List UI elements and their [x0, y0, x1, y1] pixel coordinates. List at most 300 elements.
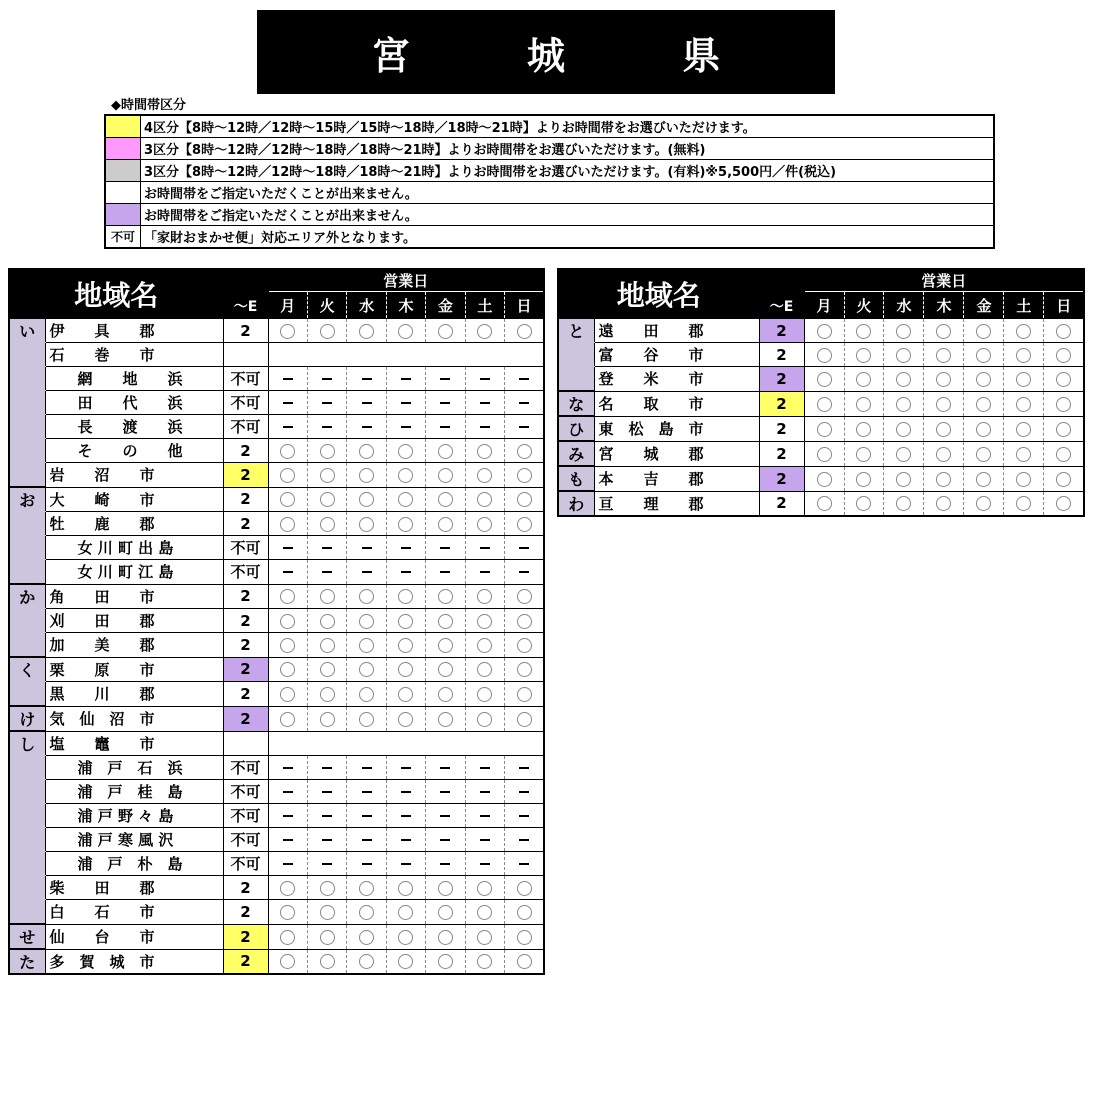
day-available [268, 633, 307, 658]
time-slot-value: 2 [223, 463, 268, 488]
legend-swatch [105, 138, 141, 160]
empty-days [268, 343, 544, 367]
day-available [307, 949, 346, 974]
day-unavailable [268, 415, 307, 439]
day-available [268, 682, 307, 707]
available-circle-icon [896, 372, 911, 387]
available-circle-icon [856, 447, 871, 462]
unavailable-dash-icon [322, 378, 332, 380]
available-circle-icon [359, 589, 374, 604]
unavailable-dash-icon [519, 863, 529, 865]
day-available [505, 439, 544, 463]
area-name: 多 賀 城 市 [45, 949, 223, 974]
day-unavailable [505, 756, 544, 780]
available-circle-icon [438, 930, 453, 945]
business-days-header: 営業日 [268, 269, 544, 292]
time-slot-value: 2 [223, 609, 268, 633]
day-available [924, 441, 964, 466]
day-unavailable [386, 367, 425, 391]
day-unavailable [347, 415, 386, 439]
available-circle-icon [896, 397, 911, 412]
unavailable-dash-icon [322, 791, 332, 793]
area-row [9, 609, 544, 633]
area-row [558, 416, 1084, 441]
day-available [1004, 491, 1044, 516]
day-available [1004, 441, 1044, 466]
unavailable-dash-icon [440, 571, 450, 573]
day-header: 水 [347, 292, 386, 319]
day-available [386, 319, 425, 343]
day-unavailable [347, 367, 386, 391]
available-circle-icon [477, 589, 492, 604]
day-available [924, 343, 964, 367]
day-available [386, 512, 425, 536]
area-name: 女 川 町 出 島 [45, 536, 223, 560]
day-unavailable [347, 828, 386, 852]
kana-index: く [9, 657, 45, 682]
day-unavailable [505, 536, 544, 560]
kana-index [9, 756, 45, 780]
area-row [558, 319, 1084, 343]
day-available [884, 319, 924, 343]
unavailable-dash-icon [519, 815, 529, 817]
area-row [558, 466, 1084, 491]
available-circle-icon [896, 447, 911, 462]
available-circle-icon [936, 496, 951, 511]
col-e-header: ～E [759, 269, 804, 319]
unavailable-dash-icon [283, 402, 293, 404]
time-slot-value: 2 [223, 633, 268, 658]
day-available [964, 416, 1004, 441]
available-circle-icon [856, 372, 871, 387]
day-unavailable [386, 780, 425, 804]
available-circle-icon [359, 905, 374, 920]
time-slot-value: 不可 [223, 780, 268, 804]
legend-row [105, 204, 994, 226]
available-circle-icon [359, 954, 374, 969]
day-available [347, 949, 386, 974]
day-available [426, 439, 465, 463]
time-slot-value: 2 [223, 584, 268, 609]
unavailable-dash-icon [519, 426, 529, 428]
day-available [1044, 343, 1084, 367]
day-unavailable [426, 391, 465, 415]
day-available [505, 657, 544, 682]
area-name: 亘 理 郡 [594, 491, 759, 516]
day-available [386, 463, 425, 488]
day-unavailable [347, 560, 386, 585]
day-unavailable [347, 780, 386, 804]
day-available [1004, 466, 1044, 491]
unavailable-dash-icon [519, 791, 529, 793]
available-circle-icon [477, 492, 492, 507]
day-unavailable [268, 536, 307, 560]
available-circle-icon [398, 662, 413, 677]
day-unavailable [426, 804, 465, 828]
available-circle-icon [438, 881, 453, 896]
day-available [347, 487, 386, 512]
day-available [307, 924, 346, 949]
day-available [426, 633, 465, 658]
day-available [268, 463, 307, 488]
kana-index: か [9, 584, 45, 609]
unavailable-dash-icon [440, 839, 450, 841]
day-available [347, 657, 386, 682]
area-row [9, 463, 544, 488]
day-available [347, 682, 386, 707]
time-slot-value: 不可 [223, 415, 268, 439]
day-unavailable [505, 415, 544, 439]
available-circle-icon [398, 712, 413, 727]
kana-index: わ [558, 491, 594, 516]
day-unavailable [347, 852, 386, 876]
area-row [9, 804, 544, 828]
kana-index [9, 463, 45, 488]
day-available [505, 463, 544, 488]
available-circle-icon [1056, 348, 1071, 363]
available-circle-icon [280, 881, 295, 896]
available-circle-icon [320, 712, 335, 727]
day-available [1004, 319, 1044, 343]
available-circle-icon [320, 881, 335, 896]
day-available [964, 466, 1004, 491]
unavailable-dash-icon [283, 791, 293, 793]
day-available [505, 633, 544, 658]
day-available [964, 391, 1004, 416]
day-available [307, 633, 346, 658]
kana-index [9, 512, 45, 536]
unavailable-dash-icon [401, 815, 411, 817]
day-available [804, 441, 844, 466]
available-circle-icon [477, 930, 492, 945]
available-circle-icon [517, 444, 532, 459]
kana-index [9, 804, 45, 828]
day-available [924, 491, 964, 516]
available-circle-icon [280, 905, 295, 920]
day-available [268, 487, 307, 512]
available-circle-icon [817, 324, 832, 339]
legend-text: お時間帯をご指定いただくことが出来ません。 [141, 182, 995, 204]
available-circle-icon [320, 614, 335, 629]
day-available [426, 609, 465, 633]
time-slot-value: 2 [759, 367, 804, 392]
area-row [9, 536, 544, 560]
day-available [964, 491, 1004, 516]
day-available [426, 319, 465, 343]
day-available [347, 439, 386, 463]
legend-swatch [105, 115, 141, 138]
day-available [465, 682, 504, 707]
day-available [465, 609, 504, 633]
unavailable-dash-icon [401, 767, 411, 769]
area-name: 浦 戸 野 々 島 [45, 804, 223, 828]
available-circle-icon [936, 397, 951, 412]
legend-text: 「家財おまかせ便」対応エリア外となります。 [141, 226, 995, 249]
time-slot-value: 2 [223, 487, 268, 512]
unavailable-dash-icon [401, 378, 411, 380]
day-available [426, 487, 465, 512]
day-available [505, 609, 544, 633]
day-available [268, 949, 307, 974]
available-circle-icon [517, 517, 532, 532]
day-available [307, 584, 346, 609]
day-available [268, 609, 307, 633]
available-circle-icon [359, 517, 374, 532]
available-circle-icon [359, 614, 374, 629]
available-circle-icon [398, 905, 413, 920]
day-available [804, 319, 844, 343]
day-unavailable [386, 391, 425, 415]
unavailable-dash-icon [283, 547, 293, 549]
time-slot-value: 2 [759, 491, 804, 516]
day-available [884, 466, 924, 491]
day-available [844, 441, 884, 466]
day-available [804, 416, 844, 441]
day-available [268, 439, 307, 463]
kana-index: け [9, 706, 45, 731]
unavailable-dash-icon [362, 426, 372, 428]
day-available [426, 706, 465, 731]
area-name: 岩 沼 市 [45, 463, 223, 488]
area-row [9, 584, 544, 609]
day-unavailable [307, 780, 346, 804]
day-available [844, 367, 884, 392]
available-circle-icon [1056, 447, 1071, 462]
unavailable-dash-icon [480, 791, 490, 793]
kana-index [9, 391, 45, 415]
available-circle-icon [438, 517, 453, 532]
available-circle-icon [280, 930, 295, 945]
available-circle-icon [856, 472, 871, 487]
empty-days [268, 731, 544, 756]
unavailable-dash-icon [362, 791, 372, 793]
area-name: 仙 台 市 [45, 924, 223, 949]
day-unavailable [386, 415, 425, 439]
available-circle-icon [817, 348, 832, 363]
kana-index [9, 876, 45, 900]
legend-swatch [105, 182, 141, 204]
available-circle-icon [856, 348, 871, 363]
time-slot-value: 不可 [223, 560, 268, 585]
available-circle-icon [1056, 372, 1071, 387]
day-unavailable [505, 560, 544, 585]
available-circle-icon [1016, 372, 1031, 387]
day-available [386, 657, 425, 682]
available-circle-icon [477, 444, 492, 459]
area-name: 大 崎 市 [45, 487, 223, 512]
kana-index: た [9, 949, 45, 974]
area-row [9, 876, 544, 900]
day-available [426, 924, 465, 949]
day-available [804, 343, 844, 367]
day-available [1044, 416, 1084, 441]
available-circle-icon [1056, 422, 1071, 437]
day-available [307, 319, 346, 343]
available-circle-icon [398, 492, 413, 507]
day-header: 日 [505, 292, 544, 319]
kana-index [9, 343, 45, 367]
day-available [386, 584, 425, 609]
area-name: 加 美 郡 [45, 633, 223, 658]
available-circle-icon [896, 472, 911, 487]
area-row [9, 367, 544, 391]
available-circle-icon [320, 324, 335, 339]
available-circle-icon [280, 687, 295, 702]
kana-index: と [558, 319, 594, 343]
day-unavailable [465, 560, 504, 585]
day-available [505, 584, 544, 609]
available-circle-icon [359, 468, 374, 483]
area-name: 浦 戸 寒 風 沢 [45, 828, 223, 852]
unavailable-dash-icon [480, 815, 490, 817]
available-circle-icon [517, 954, 532, 969]
day-available [307, 609, 346, 633]
day-available [426, 876, 465, 900]
day-unavailable [386, 804, 425, 828]
unavailable-dash-icon [283, 839, 293, 841]
day-available [844, 491, 884, 516]
unavailable-dash-icon [322, 863, 332, 865]
day-available [884, 491, 924, 516]
day-available [268, 512, 307, 536]
unavailable-dash-icon [362, 402, 372, 404]
time-slot-value: 2 [759, 343, 804, 367]
day-available [347, 900, 386, 925]
available-circle-icon [438, 589, 453, 604]
unavailable-dash-icon [362, 839, 372, 841]
area-name: 田 代 浜 [45, 391, 223, 415]
unavailable-dash-icon [401, 426, 411, 428]
day-available [347, 512, 386, 536]
day-available [964, 367, 1004, 392]
day-unavailable [386, 852, 425, 876]
unavailable-dash-icon [401, 791, 411, 793]
unavailable-dash-icon [480, 402, 490, 404]
unavailable-dash-icon [519, 547, 529, 549]
day-unavailable [386, 828, 425, 852]
day-unavailable [268, 756, 307, 780]
available-circle-icon [438, 492, 453, 507]
day-available [386, 439, 425, 463]
time-slot-value [223, 731, 268, 756]
day-available [386, 924, 425, 949]
available-circle-icon [398, 468, 413, 483]
day-available [505, 319, 544, 343]
day-available [307, 682, 346, 707]
time-slot-legend [104, 114, 995, 249]
kana-index [558, 367, 594, 392]
area-name: 刈 田 郡 [45, 609, 223, 633]
day-available [268, 319, 307, 343]
day-available [347, 876, 386, 900]
unavailable-dash-icon [322, 815, 332, 817]
available-circle-icon [936, 472, 951, 487]
available-circle-icon [280, 712, 295, 727]
area-name: 塩 竈 市 [45, 731, 223, 756]
day-available [347, 463, 386, 488]
area-name: 白 石 市 [45, 900, 223, 925]
available-circle-icon [1016, 348, 1031, 363]
unavailable-dash-icon [519, 839, 529, 841]
legend-row [105, 138, 994, 160]
time-slot-value: 不可 [223, 367, 268, 391]
available-circle-icon [280, 638, 295, 653]
time-slot-value: 不可 [223, 828, 268, 852]
available-circle-icon [438, 905, 453, 920]
available-circle-icon [359, 712, 374, 727]
kana-index: ひ [558, 416, 594, 441]
day-available [1004, 343, 1044, 367]
available-circle-icon [517, 881, 532, 896]
day-unavailable [465, 828, 504, 852]
available-circle-icon [320, 468, 335, 483]
available-circle-icon [517, 589, 532, 604]
available-circle-icon [517, 492, 532, 507]
legend-row [105, 115, 994, 138]
available-circle-icon [477, 324, 492, 339]
available-circle-icon [517, 712, 532, 727]
day-unavailable [426, 780, 465, 804]
unavailable-dash-icon [362, 815, 372, 817]
prefecture-title: 宮 城 県 [257, 10, 835, 94]
day-available [505, 876, 544, 900]
day-available [268, 657, 307, 682]
day-available [924, 367, 964, 392]
region-header: 地域名 [558, 269, 759, 319]
available-circle-icon [936, 422, 951, 437]
kana-index [9, 780, 45, 804]
time-slot-value: 2 [223, 949, 268, 974]
kana-index [9, 367, 45, 391]
day-available [347, 584, 386, 609]
unavailable-dash-icon [283, 767, 293, 769]
area-table-left [8, 268, 545, 975]
day-available [1044, 491, 1084, 516]
area-row [9, 731, 544, 756]
time-slot-value: 不可 [223, 756, 268, 780]
time-slot-value: 2 [223, 900, 268, 925]
time-slot-value: 2 [223, 512, 268, 536]
day-available [1044, 466, 1084, 491]
day-available [1044, 441, 1084, 466]
day-unavailable [426, 756, 465, 780]
day-unavailable [307, 756, 346, 780]
day-available [884, 367, 924, 392]
area-name: 伊 具 郡 [45, 319, 223, 343]
kana-index [9, 900, 45, 925]
area-row [9, 924, 544, 949]
day-available [884, 391, 924, 416]
available-circle-icon [398, 954, 413, 969]
day-available [268, 876, 307, 900]
unavailable-dash-icon [322, 571, 332, 573]
area-name: 角 田 市 [45, 584, 223, 609]
day-available [924, 466, 964, 491]
day-unavailable [268, 367, 307, 391]
area-name: 女 川 町 江 島 [45, 560, 223, 585]
kana-index: み [558, 441, 594, 466]
time-slot-value [223, 343, 268, 367]
day-available [505, 706, 544, 731]
unavailable-dash-icon [480, 571, 490, 573]
available-circle-icon [477, 954, 492, 969]
day-available [307, 900, 346, 925]
available-circle-icon [398, 517, 413, 532]
day-available [465, 949, 504, 974]
available-circle-icon [817, 496, 832, 511]
day-available [465, 657, 504, 682]
area-name: 浦 戸 朴 島 [45, 852, 223, 876]
